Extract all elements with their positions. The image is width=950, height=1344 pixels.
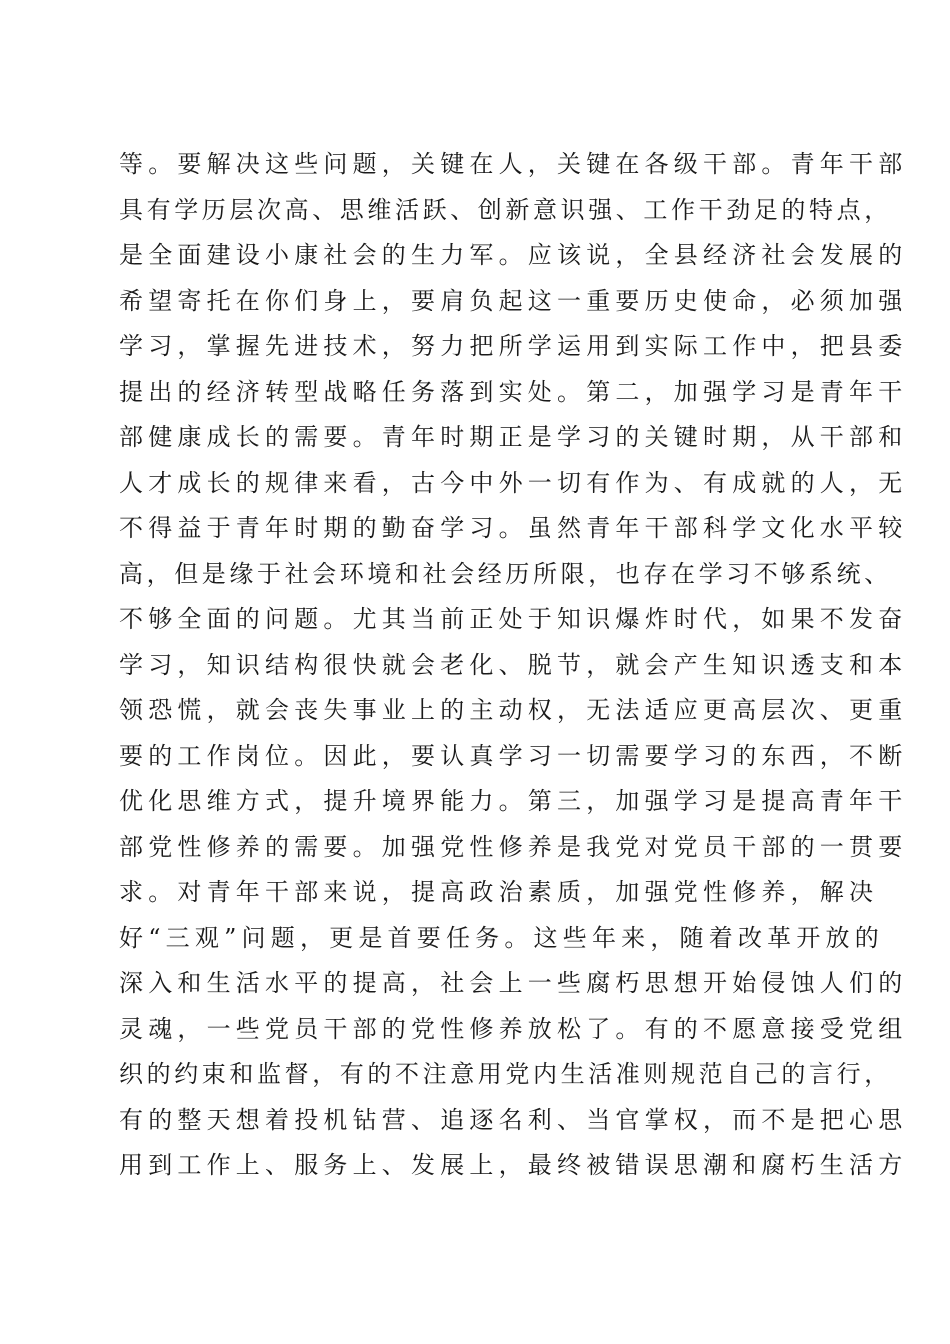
- text-line: 部健康成长的需要。青年时期正是学习的关键时期，从干部和: [119, 423, 908, 451]
- text-line: 优化思维方式，提升境界能力。第三，加强学习是提高青年干: [119, 787, 908, 815]
- text-line: 求。对青年干部来说，提高政治素质，加强党性修养，解决: [119, 878, 879, 906]
- text-line: 不够全面的问题。尤其当前正处于知识爆炸时代，如果不发奋: [119, 605, 908, 633]
- text-line: 学习，知识结构很快就会老化、脱节，就会产生知识透支和本: [119, 650, 908, 679]
- text-line: 领恐慌，就会丧失事业上的主动权，无法适应更高层次、更重: [119, 696, 908, 724]
- text-line: 有的整天想着投机钻营、追逐名利、当官掌权，而不是把心思: [119, 1105, 908, 1134]
- text-line: 织的约束和监督，有的不注意用党内生活准则规范自己的言行，: [119, 1060, 892, 1088]
- text-line: 人才成长的规律来看，古今中外一切有作为、有成就的人，无: [119, 468, 908, 497]
- text-line: 部党性修养的需要。加强党性修养是我党对党员干部的一贯要: [119, 832, 908, 861]
- text-line: 提出的经济转型战略任务落到实处。第二，加强学习是青年干: [119, 377, 908, 406]
- body-text: [119, 142, 908, 1189]
- text-line: 灵魂，一些党员干部的党性修养放松了。有的不愿意接受党组: [119, 1014, 908, 1043]
- text-line: 要的工作岗位。因此，要认真学习一切需要学习的东西，不断: [119, 741, 908, 770]
- text-line: 好“三观”问题，更是首要任务。这些年来，随着改革开放的: [119, 923, 884, 952]
- text-line: 深入和生活水平的提高，社会上一些腐朽思想开始侵蚀人们的: [119, 969, 908, 997]
- text-line: 希望寄托在你们身上，要肩负起这一重要历史使命，必须加强: [119, 286, 908, 315]
- text-line: 用到工作上、服务上、发展上，最终被错误思潮和腐朽生活方: [119, 1151, 908, 1179]
- text-line: 是全面建设小康社会的生力军。应该说，全县经济社会发展的: [119, 241, 908, 269]
- text-line: 等。要解决这些问题，关键在人，关键在各级干部。青年干部: [119, 150, 908, 178]
- text-line: 学习，掌握先进技术，努力把所学运用到实际工作中，把县委: [119, 332, 908, 360]
- text-line: 具有学历层次高、思维活跃、创新意识强、工作干劲足的特点，: [119, 195, 892, 224]
- text-line: 高，但是缘于社会环境和社会经历所限，也存在学习不够系统、: [119, 559, 892, 588]
- text-line: 不得益于青年时期的勤奋学习。虽然青年干部科学文化水平较: [119, 514, 908, 542]
